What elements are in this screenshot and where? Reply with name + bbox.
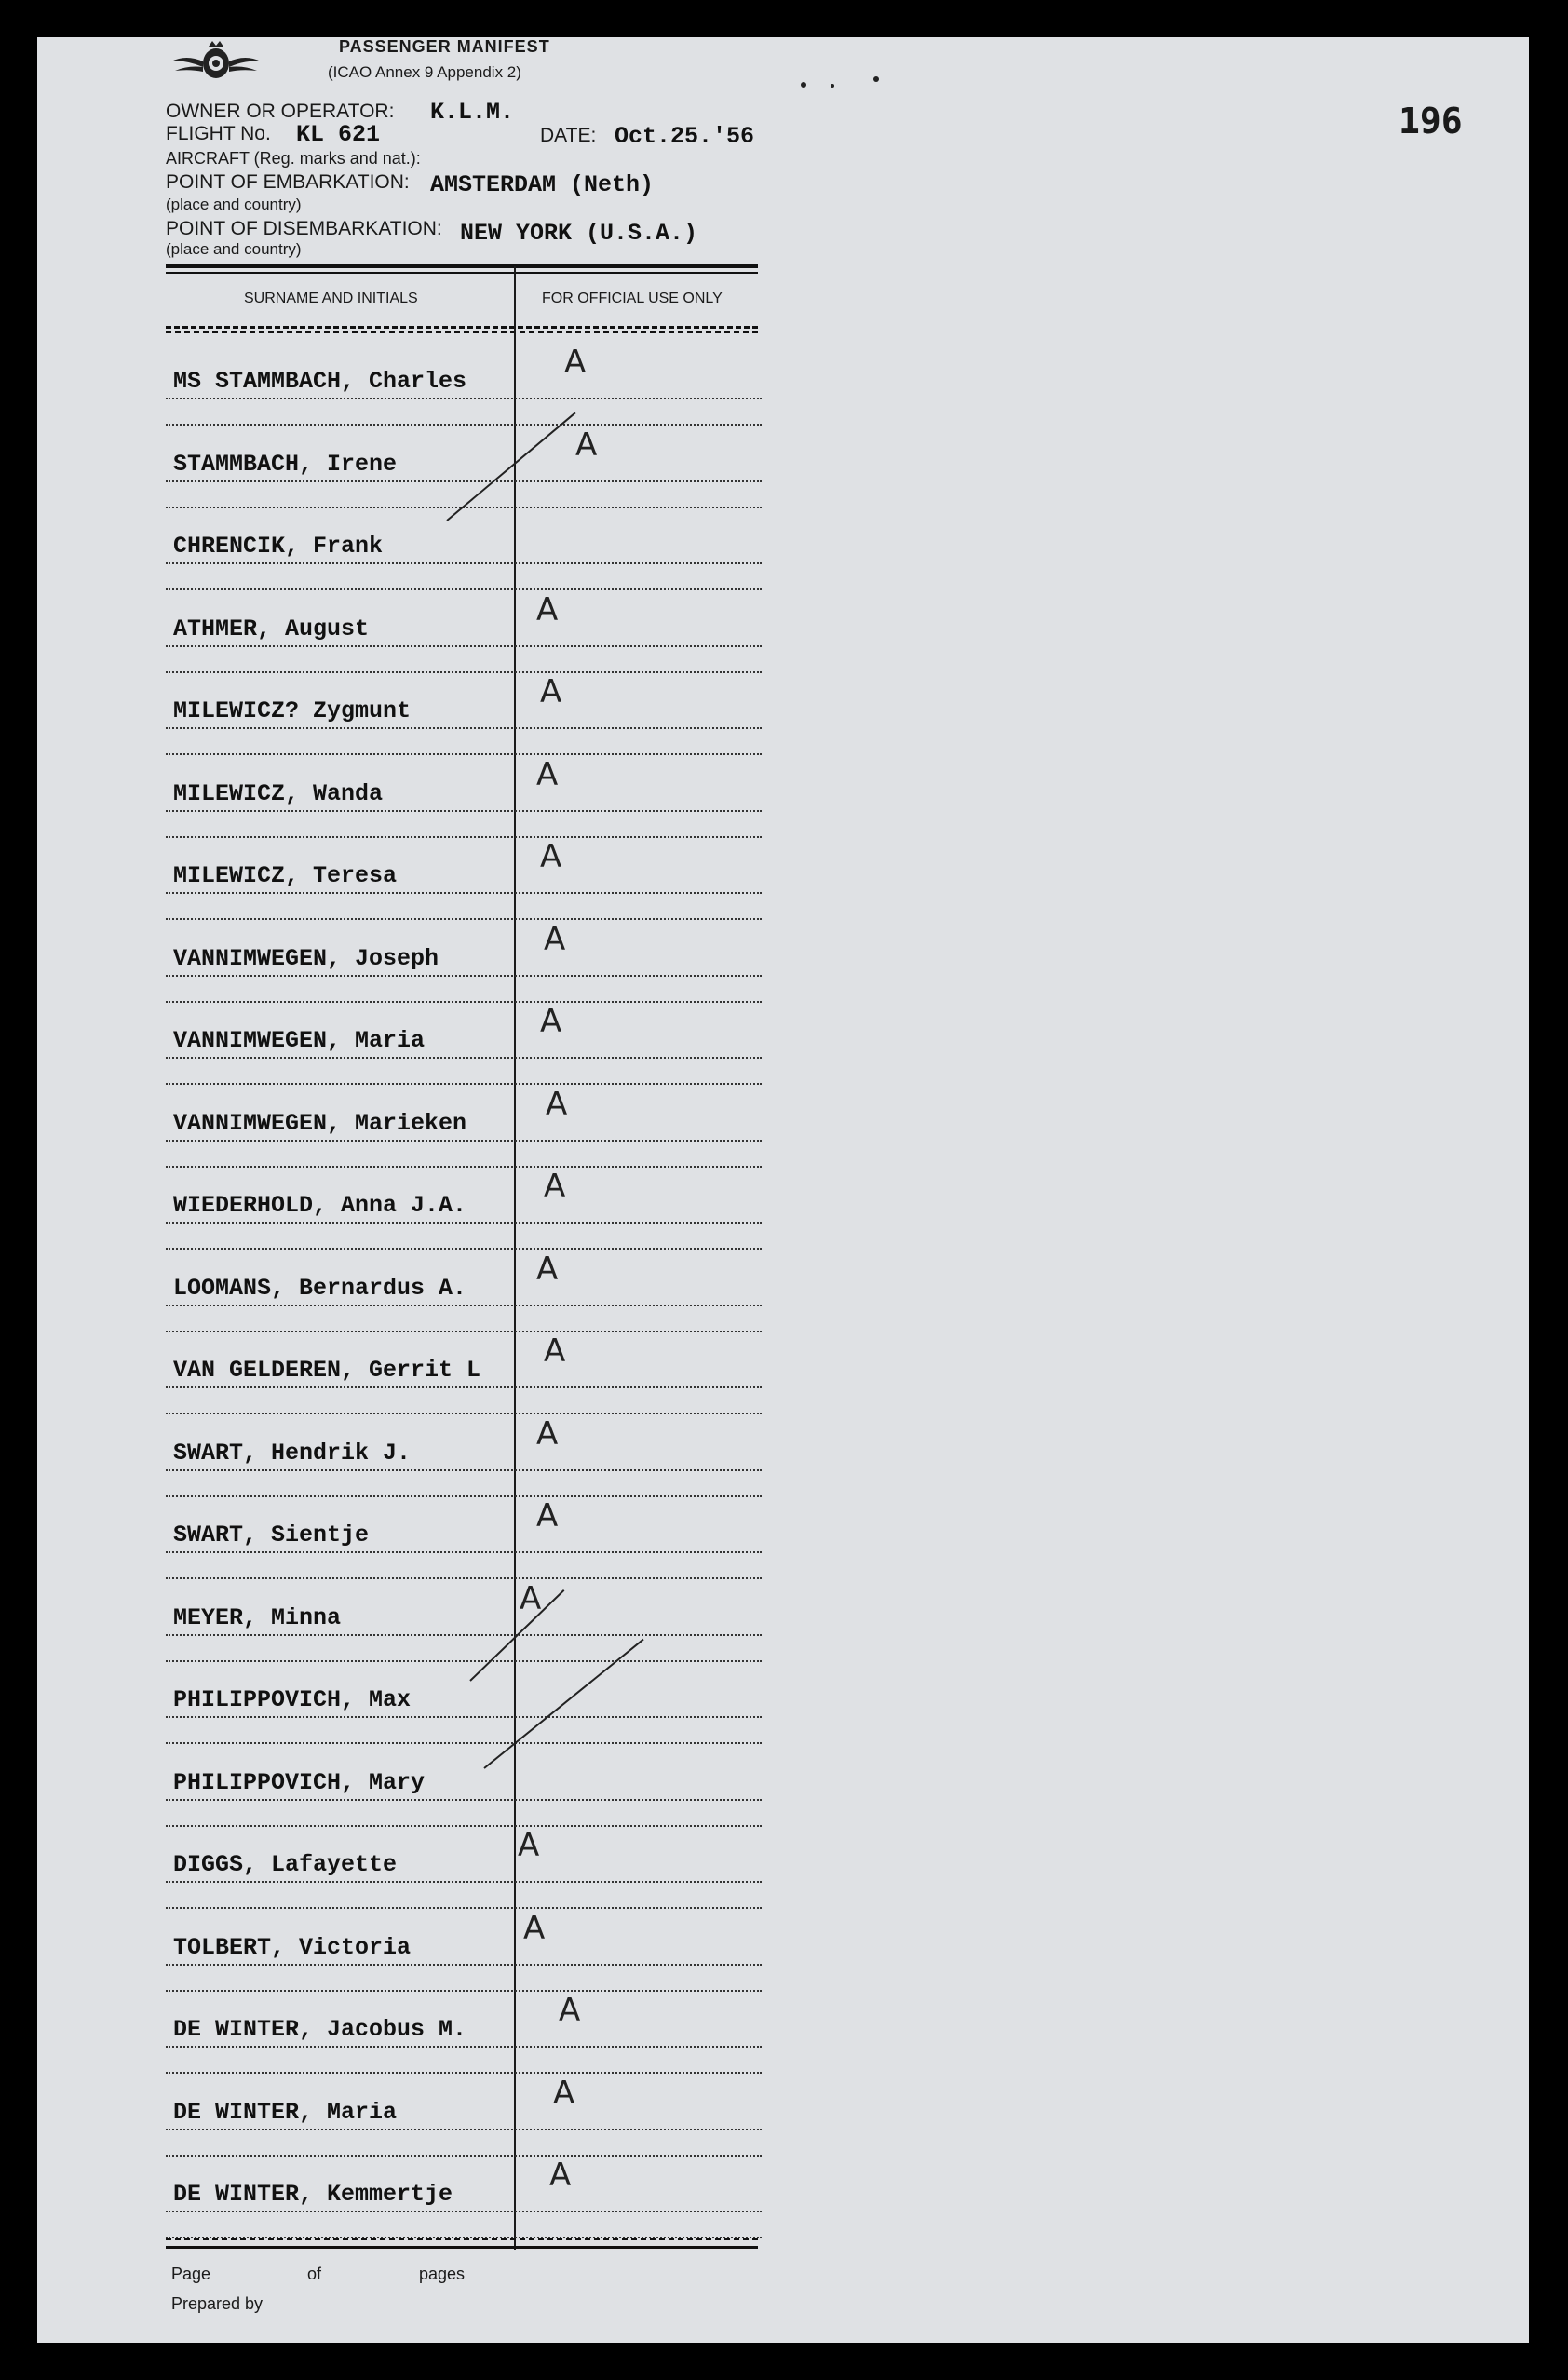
- aircraft-label: AIRCRAFT (Reg. marks and nat.):: [166, 149, 421, 168]
- official-check-mark: A: [540, 673, 562, 710]
- row-rule: [166, 1083, 762, 1085]
- row-rule: [166, 1140, 762, 1142]
- passenger-name: CHRENCIK, Frank: [173, 533, 384, 560]
- row-rule: [166, 1305, 762, 1306]
- row-rule: [166, 1660, 762, 1662]
- embarkation-label: POINT OF EMBARKATION:: [166, 171, 410, 193]
- embarkation-value: AMSTERDAM (Neth): [430, 171, 655, 198]
- owner-label: OWNER OR OPERATOR:: [166, 101, 395, 122]
- row-rule: [166, 1331, 762, 1332]
- passenger-name: DE WINTER, Kemmertje: [173, 2181, 453, 2208]
- passenger-name: DE WINTER, Maria: [173, 2099, 398, 2126]
- official-check-mark: A: [518, 1827, 540, 1864]
- row-rule: [166, 1964, 762, 1966]
- disembarkation-sublabel: (place and country): [166, 240, 302, 258]
- official-check-mark: A: [544, 1168, 566, 1205]
- row-rule: [166, 1386, 762, 1388]
- row-rule: [166, 2155, 762, 2157]
- official-check-mark: A: [540, 1003, 562, 1040]
- passenger-name: LOOMANS, Bernardus A.: [173, 1275, 467, 1302]
- column-header-name: SURNAME AND INITIALS: [244, 291, 418, 306]
- footer-pages-label: pages: [419, 2265, 466, 2283]
- row-rule: [166, 1166, 762, 1168]
- official-check-mark: A: [544, 1332, 566, 1370]
- row-rule: [166, 562, 762, 564]
- official-check-mark: A: [536, 591, 559, 629]
- passenger-name: PHILIPPOVICH, Max: [173, 1686, 412, 1713]
- official-check-mark: A: [536, 756, 559, 793]
- ink-speck: [831, 84, 834, 88]
- header-bottom-rule: [166, 326, 758, 329]
- row-rule: [166, 1222, 762, 1224]
- row-rule: [166, 1716, 762, 1718]
- row-rule: [166, 1907, 762, 1909]
- official-check-mark: A: [536, 1415, 559, 1453]
- passenger-name: MILEWICZ, Wanda: [173, 780, 384, 807]
- ink-speck: [801, 82, 806, 88]
- row-rule: [166, 975, 762, 977]
- row-rule: [166, 1990, 762, 1992]
- date-value: Oct.25.'56: [615, 123, 755, 150]
- row-rule: [166, 810, 762, 812]
- disembarkation-label: POINT OF DISEMBARKATION:: [166, 218, 442, 239]
- passenger-name: MS STAMMBACH, Charles: [173, 368, 467, 395]
- official-check-mark: A: [564, 344, 587, 381]
- passenger-name: SWART, Hendrik J.: [173, 1440, 412, 1467]
- official-check-mark: A: [523, 1910, 546, 1947]
- row-rule: [166, 1469, 762, 1471]
- row-rule: [166, 480, 762, 482]
- passenger-name: ATHMER, August: [173, 615, 370, 642]
- row-rule: [166, 424, 762, 426]
- table-top-rule: [166, 264, 758, 268]
- official-check-mark: A: [575, 426, 598, 464]
- row-rule: [166, 1551, 762, 1553]
- header-bottom-rule-2: [166, 331, 758, 333]
- passenger-name: TOLBERT, Victoria: [173, 1934, 412, 1961]
- passenger-name: MILEWICZ? Zygmunt: [173, 697, 412, 724]
- passenger-name: VAN GELDEREN, Gerrit L: [173, 1357, 481, 1384]
- row-rule: [166, 1577, 762, 1579]
- manifest-title: PASSENGER MANIFEST: [339, 37, 550, 56]
- footer-prepared-label: Prepared by: [171, 2294, 264, 2313]
- passenger-name: VANNIMWEGEN, Joseph: [173, 945, 439, 972]
- flight-value: KL 621: [296, 121, 381, 148]
- row-rule: [166, 1634, 762, 1636]
- footer-page-label: Page: [171, 2265, 211, 2283]
- ink-speck: [873, 76, 879, 82]
- row-rule: [166, 892, 762, 894]
- table-top-rule-thin: [166, 272, 758, 274]
- flight-label: FLIGHT No.: [166, 123, 271, 144]
- passenger-name: MEYER, Minna: [173, 1604, 342, 1631]
- row-rule: [166, 398, 762, 399]
- row-rule: [166, 1825, 762, 1827]
- passenger-name: SWART, Sientje: [173, 1521, 370, 1548]
- page-number-stamp: 196: [1399, 101, 1463, 142]
- row-rule: [166, 836, 762, 838]
- table-bottom-rule: [166, 2238, 758, 2240]
- official-check-mark: A: [544, 921, 566, 958]
- row-rule: [166, 1799, 762, 1801]
- passenger-name: MILEWICZ, Teresa: [173, 862, 398, 889]
- official-check-mark: A: [536, 1251, 559, 1288]
- row-rule: [166, 2072, 762, 2074]
- date-label: DATE:: [540, 125, 597, 146]
- row-rule: [166, 2046, 762, 2048]
- passenger-name: DE WINTER, Jacobus M.: [173, 2016, 467, 2043]
- passenger-name: VANNIMWEGEN, Marieken: [173, 1110, 467, 1137]
- footer-of-label: of: [307, 2265, 322, 2283]
- official-check-mark: A: [549, 2157, 572, 2194]
- row-rule: [166, 2211, 762, 2212]
- passenger-name: STAMMBACH, Irene: [173, 451, 398, 478]
- passenger-name: PHILIPPOVICH, Mary: [173, 1769, 426, 1796]
- official-check-mark: A: [553, 2075, 575, 2112]
- passenger-name: DIGGS, Lafayette: [173, 1851, 398, 1878]
- row-rule: [166, 645, 762, 647]
- row-rule: [166, 727, 762, 729]
- row-rule: [166, 1881, 762, 1883]
- disembarkation-value: NEW YORK (U.S.A.): [460, 220, 698, 247]
- official-check-mark: A: [559, 1992, 581, 2029]
- passenger-name: VANNIMWEGEN, Maria: [173, 1027, 426, 1054]
- column-header-official: FOR OFFICIAL USE ONLY: [542, 291, 723, 306]
- official-check-mark: A: [536, 1497, 559, 1535]
- manifest-subtitle: (ICAO Annex 9 Appendix 2): [328, 63, 521, 81]
- row-rule: [166, 918, 762, 920]
- row-rule: [166, 588, 762, 590]
- row-rule: [166, 1001, 762, 1003]
- row-rule: [166, 1248, 762, 1250]
- table-bottom-rule-2: [166, 2246, 758, 2249]
- official-check-mark: A: [540, 838, 562, 875]
- row-rule: [166, 1495, 762, 1497]
- passenger-name: WIEDERHOLD, Anna J.A.: [173, 1192, 467, 1219]
- row-rule: [166, 1413, 762, 1414]
- owner-value: K.L.M.: [430, 99, 515, 126]
- row-rule: [166, 671, 762, 673]
- row-rule: [166, 1057, 762, 1059]
- row-rule: [166, 2129, 762, 2130]
- row-rule: [166, 1742, 762, 1744]
- klm-crest-logo: [169, 39, 263, 84]
- embarkation-sublabel: (place and country): [166, 196, 302, 213]
- official-check-mark: A: [520, 1580, 542, 1617]
- official-check-mark: A: [546, 1086, 568, 1123]
- row-rule: [166, 753, 762, 755]
